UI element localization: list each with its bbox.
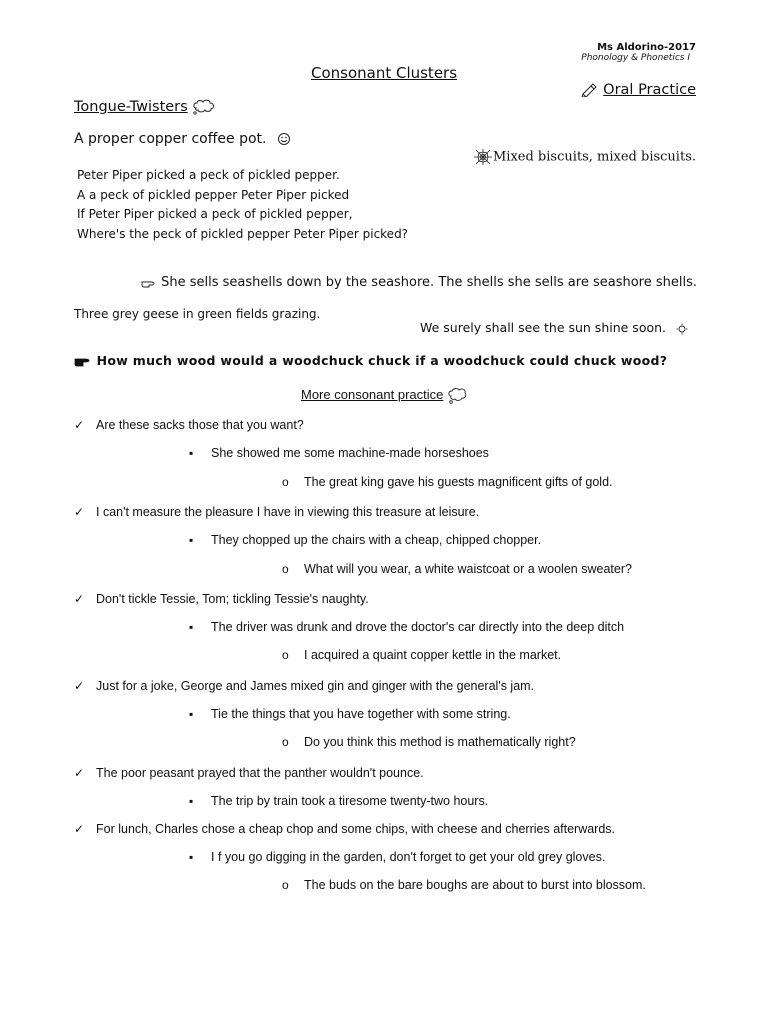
circle-bullet-icon: o — [282, 562, 289, 576]
peter-piper-line: Where's the peck of pickled pepper Peter Piper picked? — [77, 227, 409, 241]
practice-item — [282, 648, 561, 662]
peter-piper-line: A a peck of pickled pepper Peter Piper picked — [77, 188, 350, 202]
mixed-biscuits-text: Mixed biscuits, mixed biscuits. — [492, 149, 696, 165]
check-icon: ✓ — [74, 505, 85, 519]
square-bullet-icon: ▪ — [189, 707, 194, 721]
circle-bullet-icon: o — [282, 648, 289, 662]
mixed-biscuits-line — [473, 148, 696, 166]
check-icon: ✓ — [74, 766, 85, 780]
square-bullet-icon: ▪ — [189, 850, 194, 864]
practice-item-text: Do you think this method is mathematically right? — [304, 735, 576, 749]
seashells-line — [141, 275, 697, 290]
practice-item — [282, 475, 613, 489]
thought-bubble-icon — [192, 99, 216, 115]
check-icon: ✓ — [74, 418, 85, 432]
practice-item — [189, 620, 624, 634]
practice-item — [189, 533, 541, 547]
practice-item-text: Tie the things that you have together with some string. — [211, 707, 511, 721]
sun-icon — [676, 323, 688, 335]
practice-item-text: The great king gave his guests magnificent gifts of gold. — [304, 475, 613, 489]
spiderweb-icon — [473, 148, 493, 166]
check-icon: ✓ — [74, 822, 85, 836]
oral-practice — [581, 82, 696, 98]
practice-item — [74, 505, 479, 519]
proper-copper-text: A proper copper coffee pot. — [74, 131, 267, 147]
sunshine-text: We surely shall see the sun shine soon. — [419, 320, 667, 335]
practice-item — [189, 446, 489, 460]
pen-icon — [581, 83, 597, 97]
practice-item-text: For lunch, Charles chose a cheap chop and some chips, with cheese and cherries afterwards. — [96, 822, 616, 836]
peter-piper-line: Peter Piper picked a peck of pickled pepper. — [77, 168, 340, 182]
square-bullet-icon: ▪ — [189, 446, 194, 460]
practice-item — [74, 766, 424, 780]
practice-item-text: Are these sacks those that you want? — [96, 418, 304, 432]
peter-piper-line: If Peter Piper picked a peck of pickled pepper, — [77, 207, 353, 221]
seashells-text: She sells seashells down by the seashore. The shells she sells are seashore shells. — [161, 275, 697, 290]
smiley-icon — [277, 132, 291, 146]
page-title: Consonant Clusters — [310, 64, 458, 82]
practice-item-text: I acquired a quaint copper kettle in the market. — [304, 648, 562, 662]
oral-practice-label: Oral Practice — [603, 82, 696, 98]
proper-copper-line — [74, 131, 291, 147]
course-name: Phonology & Phonetics I — [581, 53, 690, 63]
practice-item — [282, 562, 632, 576]
woodchuck-line — [74, 353, 667, 368]
more-practice-heading — [0, 387, 768, 404]
pointing-hand-icon — [74, 355, 92, 368]
circle-bullet-icon: o — [282, 735, 289, 749]
practice-item-text: The poor peasant prayed that the panther wouldn't pounce. — [96, 766, 424, 780]
woodchuck-text: How much wood would a woodchuck chuck if a woodchuck could chuck wood? — [96, 353, 668, 368]
practice-item-text: I can't measure the pleasure I have in viewing this treasure at leisure. — [96, 505, 480, 519]
speech-bubble-icon — [447, 388, 467, 404]
practice-item-text: The trip by train took a tiresome twenty-two hours. — [211, 794, 489, 808]
practice-item — [282, 735, 576, 749]
circle-bullet-icon: o — [282, 878, 289, 892]
author-name: Ms Aldorino-2017 — [597, 42, 696, 53]
practice-item — [189, 794, 488, 808]
practice-item-text: I f you go digging in the garden, don't forget to get your old grey gloves. — [211, 850, 606, 864]
tongue-twisters-label: Tongue-Twisters — [74, 99, 188, 115]
practice-item-text: Just for a joke, George and James mixed gin and ginger with the general's jam. — [96, 679, 535, 693]
check-icon: ✓ — [74, 592, 85, 606]
practice-item — [74, 679, 534, 693]
practice-item-text: They chopped up the chairs with a cheap, chipped chopper. — [211, 533, 542, 547]
practice-item-text: What will you wear, a white waistcoat or a woolen sweater? — [304, 562, 632, 576]
practice-item — [74, 592, 369, 606]
practice-item — [74, 822, 615, 836]
practice-item — [189, 707, 511, 721]
practice-item-text: The buds on the bare boughs are about to burst into blossom. — [304, 878, 646, 892]
tongue-twisters-heading — [74, 99, 216, 115]
practice-item — [189, 850, 605, 864]
practice-item-text: The driver was drunk and drove the doctor's car directly into the deep ditch — [211, 620, 625, 634]
check-icon: ✓ — [74, 679, 85, 693]
practice-item-text: Don't tickle Tessie, Tom; tickling Tessie's naughty. — [96, 592, 369, 606]
geese-line: Three grey geese in green fields grazing. — [74, 307, 321, 321]
square-bullet-icon: ▪ — [189, 794, 194, 808]
square-bullet-icon: ▪ — [189, 533, 194, 547]
sunshine-line — [420, 320, 688, 335]
practice-item — [282, 878, 646, 892]
practice-item — [74, 418, 304, 432]
circle-bullet-icon: o — [282, 475, 289, 489]
pointing-hand-icon — [141, 277, 157, 289]
more-practice-label: More consonant practice — [301, 387, 444, 402]
practice-item-text: She showed me some machine-made horseshoes — [211, 446, 489, 460]
square-bullet-icon: ▪ — [189, 620, 194, 634]
